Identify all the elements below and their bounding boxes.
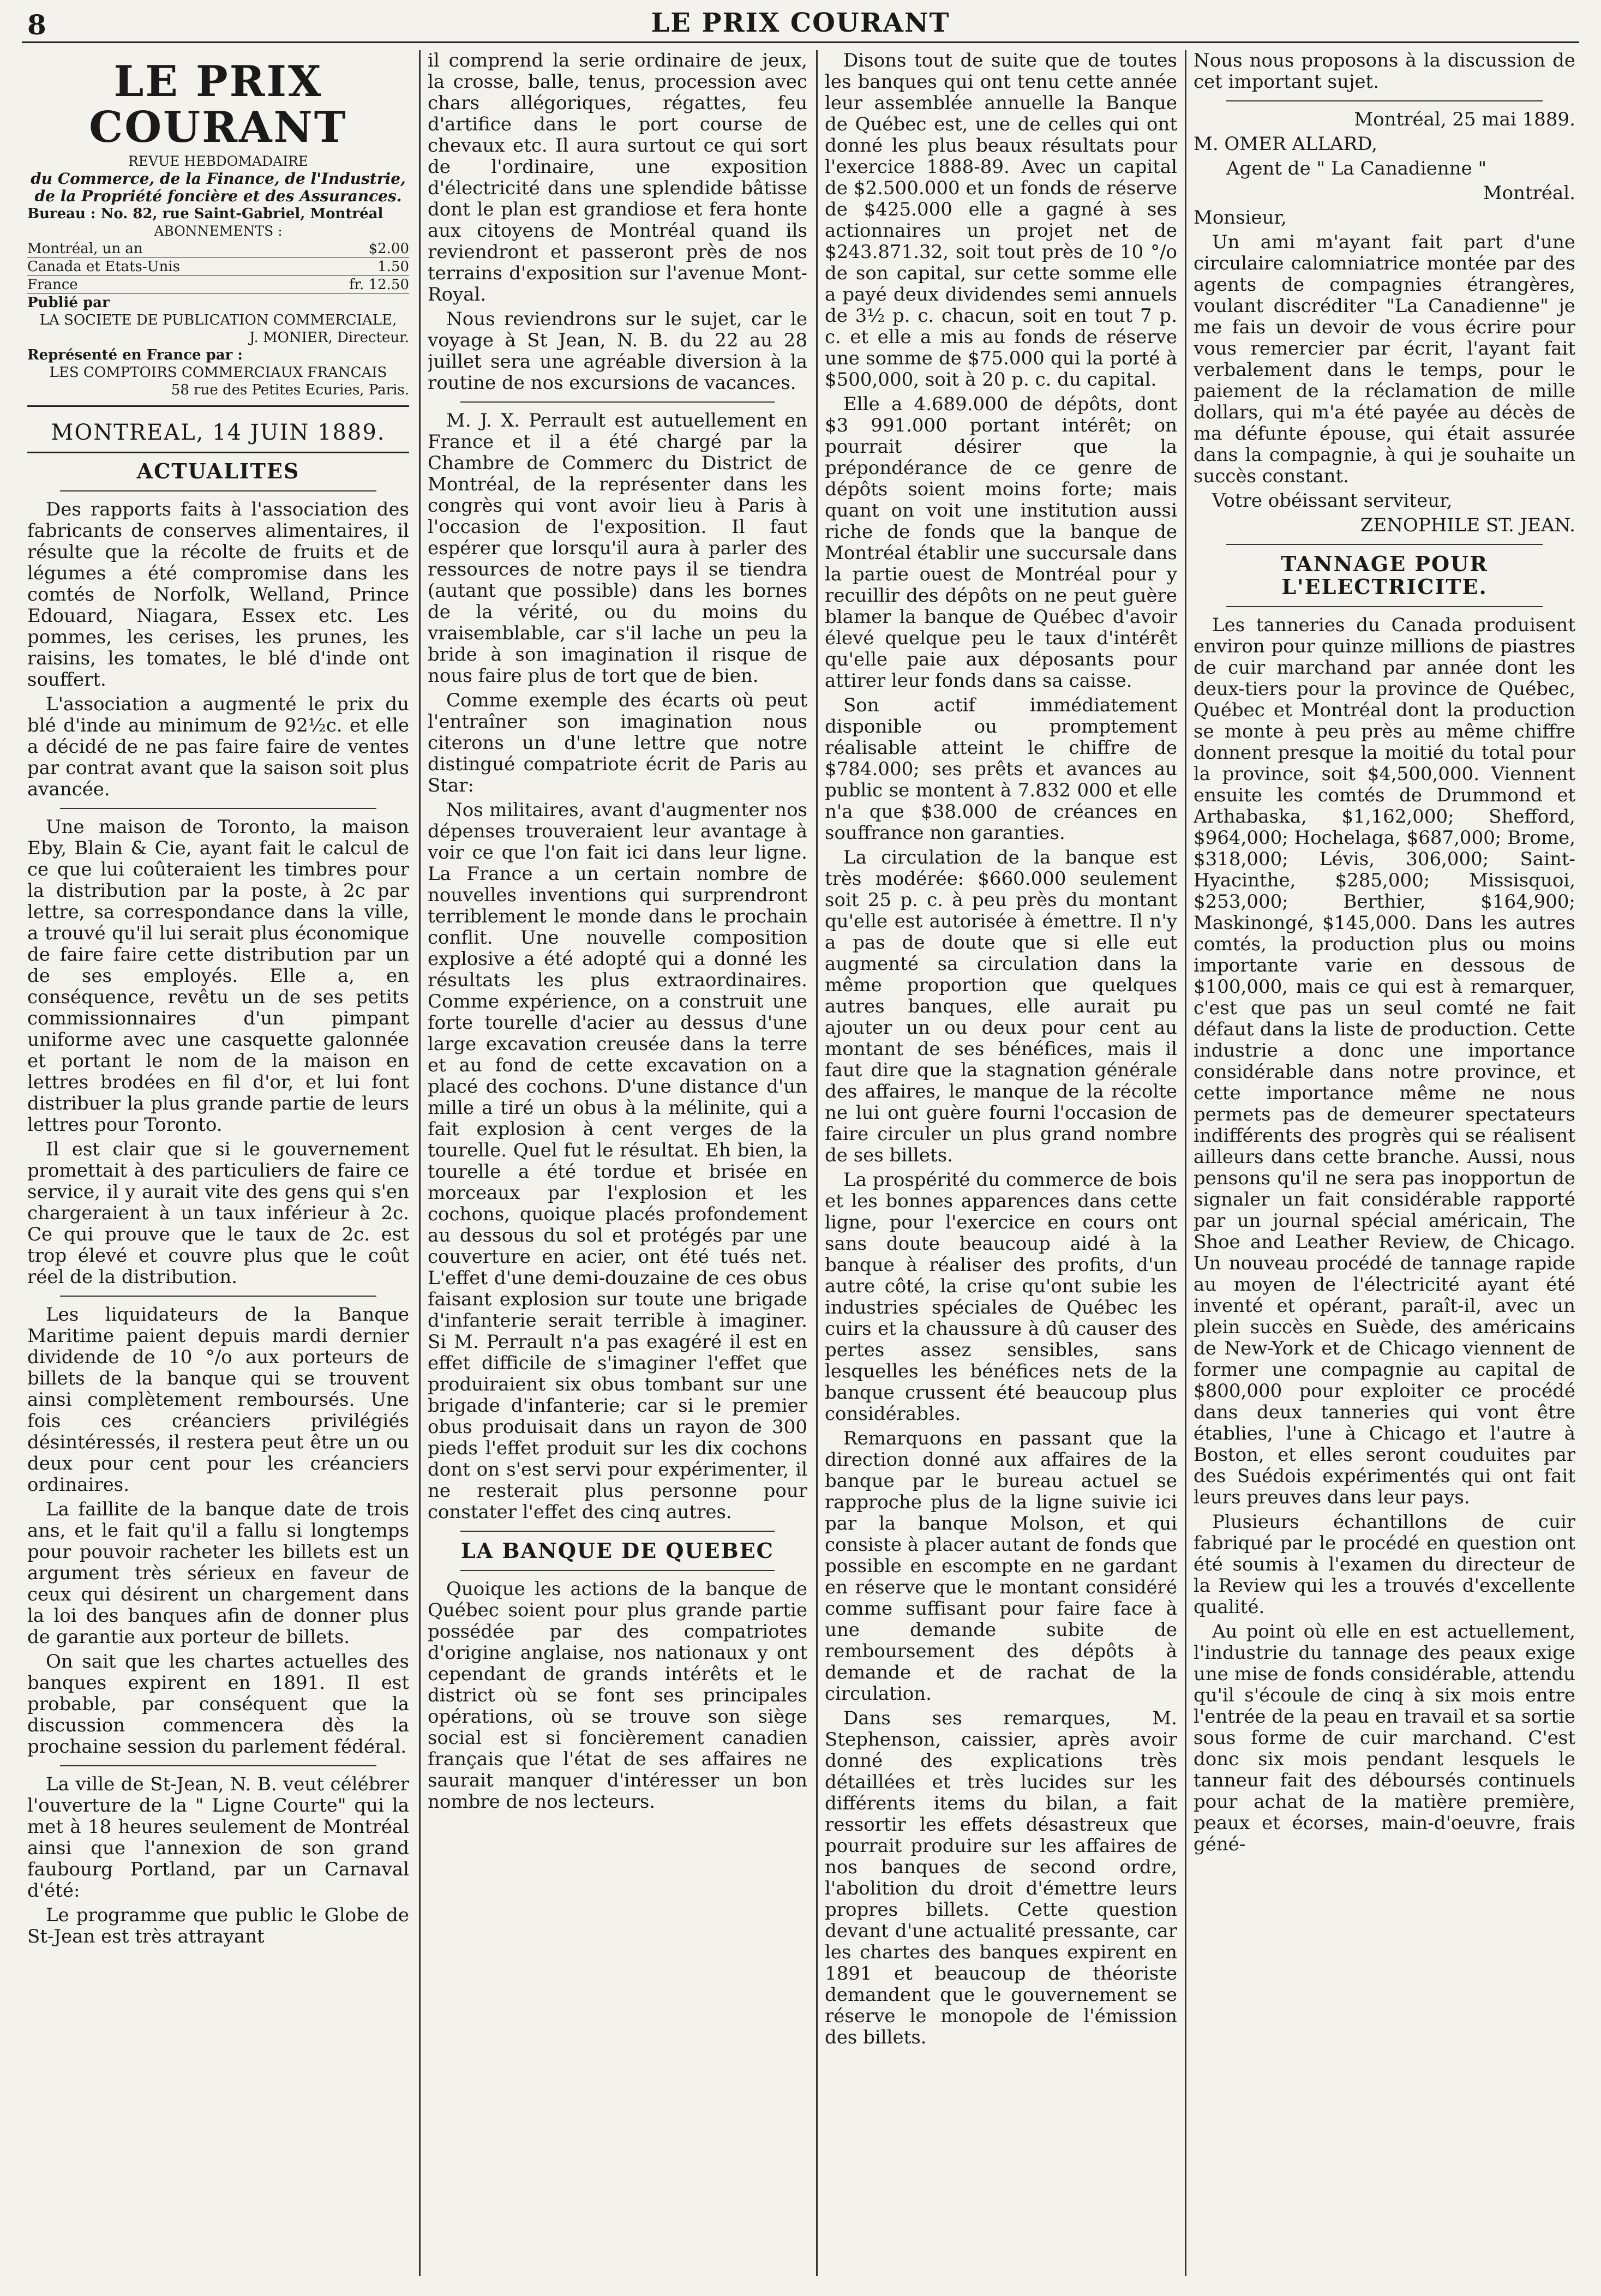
letter-signature: ZENOPHILE ST. JEAN.	[1360, 514, 1575, 536]
masthead-directeur: J. MONIER, Directeur.	[249, 329, 409, 346]
subscription-row	[27, 240, 409, 258]
article-paragraph: M. J. X. Perrault est autuellement en France et il a été chargé par la Chambre de Commerc du District de Montréal, de la représenter dans les congrès qui vont avoir lieu à Paris à l'occasion de l'exposition. Il faut espérer que lorsqu'il aura à parler des ressources de notre pays il se tiendra (autant que possible) dans les bornes de la vérité, ou du moins du vraisemblable, car s'il lache un peu la bride à son imagination il risque de nous faire plus de tort que de bien.	[428, 410, 807, 687]
article-paragraph: La ville de St-Jean, N. B. veut célébrer l'ouverture de la " Ligne Courte" qui la met à 18 heures seulement de Montréal ainsi que l'annexion de son grand faubourg Portland, par un Carnaval d'été:	[27, 1773, 409, 1902]
running-head	[22, 8, 1579, 43]
article-paragraph: L'association a augmenté le prix du blé d'inde au minimum de 92½c. et elle a décidé de ne pas faire faire de ventes par contrat avant que la saison soit plus avancée.	[27, 693, 409, 800]
subscription-place: France	[27, 277, 78, 293]
article-paragraph: il comprend la serie ordinaire de jeux, la crosse, balle, tenus, procession avec chars allégoriques, régattes, feu d'artifice dans le port course de chevaux etc. Il aura surtout ce qui sort de l'ordinaire, une exposition d'électricité dans une splendide bâtisse dont le plan est grandiose et fera honte aux citoyens de Montréal quand ils reviendront et passeront près de nos terrains d'exposition sur l'avenue Mont-Royal.	[428, 50, 807, 305]
section-heading-banque-de-quebec: LA BANQUE DE QUEBEC	[461, 1538, 774, 1563]
article-paragraph: Les tanneries du Canada produisent environ pour quinze millions de piastres de cuir marchand par année dont les deux-tiers pour la province de Québec, Québec et Montréal dont la production se monte à peu près au même chiffre donnent presque la moitié du total pour la province, soit $4,500,000. Viennent ensuite les comtés de Drummond et Arthabaska, $1,162,000; Shefford, $964,000; Hochelaga, $687,000; Brome, $318,000; Lévis, 306,000; Saint-Hyacinthe, $285,000; Missisquoi, $253,000; Berthier, $164,900; Maskinongé, $145,000. Dans les autres comtés, la production plus ou moins importante varie en dessous de $100,000, mais ce qui est à remarquer, c'est que pas un seul comté ne fait défaut dans la liste de production. Cette industrie a donc une importance considérable dans notre province, et cette importance même ne nous permets pas de demeurer spectateurs indifférents des progrès qui se réalisent ailleurs dans cette branche. Aussi, nous pensons qu'il ne sera pas inopportun de signaler un fait considérable rapporté par un journal spécial américain, The Shoe and Leather Review, de Chicago. Un nouveau procédé de tannage rapide au moyen de l'électricité ayant été inventé et opérant, paraît-il, avec un plein succès en Suède, des américains de New-York et de Chicago viennent de former une compagnie au capital de $800,000 pour exploiter ce procédé dans deux tanneries qui vont être établies, l'une à Chicago et l'autre à Boston, et elles seront couduites par des Suédois expérimentés qui ont fait leurs preuves dans leur pays.	[1194, 614, 1575, 1508]
article-paragraph: Disons tout de suite que de toutes les banques qui ont tenu cette année leur assemblée annuelle la Banque de Québec est, une de celles qui ont donné les plus beaux résultats pour l'exercice 1888-89. Avec un capital de $2.500.000 et un fonds de réserve de $425.000 elle a gagné à ses actionnaires un projet net de $243.871.32, soit tout près de 10 °/o de son capital, sur cette somme elle a payé deux dividendes semi annuels de 3½ p. c. chacun, soit en tout 7 p. c. et elle a mis au fonds de réserve une somme de $75.000 qui la porté à $500,000, soit à 20 p. c. du capital.	[825, 50, 1177, 391]
divider	[27, 452, 409, 453]
article-paragraph: La circulation de la banque est très modérée: $660.000 seulement soit 25 p. c. à peu près du montant qu'elle est autorisée à émettre. Il n'y a pas de doute que si elle eut augmenté sa circulation dans la même proportion que quelques autres banques, elle aurait pu ajouter un ou deux pour cent au montant de ses bénéfices, mais il faut dire que la stagnation générale des affaires, le manque de la récolte ne lui ont guère fourni l'occasion de faire circuler un plus grand nombre de ses billets.	[825, 847, 1177, 1166]
masthead-bureau: Bureau : No. 82, rue Saint-Gabriel, Montréal	[27, 206, 383, 222]
masthead-comptoirs-address: 58 rue des Petites Ecuries, Paris.	[171, 382, 409, 398]
masthead-tagline-1: du Commerce, de la Finance, de l'Industrie,	[31, 170, 406, 188]
divider	[1226, 606, 1543, 607]
article-paragraph: Les liquidateurs de la Banque Maritime paient depuis mardi dernier dividende de 10 °/o aux porteurs de billets de la banque qui se trouvent ainsi complètement remboursés. Une fois ces créanciers privilégiés désintéressés, il restera peut être un ou deux pour cent pour les créanciers ordinaires.	[27, 1304, 409, 1496]
masthead-publie-par: Publié par	[27, 295, 110, 311]
subscription-row	[27, 276, 409, 294]
masthead-abonnements: ABONNEMENTS :	[154, 223, 283, 239]
article-paragraph: Remarquons en passant que la direction donné aux affaires de la banque par le bureau actuel se rapproche plus de la ligne suivie ici par la banque Molson, et qui consiste à placer autant de fonds que possible en escompte en ne gardant en réserve que le montant considéré comme suffisant pour faire face à une demande subite de remboursement des dépôts à demande et de rachat de la circulation.	[825, 1428, 1177, 1705]
letter-body: Un ami m'ayant fait part d'une circulaire calomniatrice montée par des agents de compagnies étrangères, voulant discréditer "La Canadienne" je me fais un devoir de vous écrire pour vous remercier par écrit, l'ayant fait verbalement dans le temps, pour le paiement de la réclamation de mille dollars, qui m'a été payée au décès de ma défunte épouse, qui était assurée dans la compagnie, à qui je souhaite un succès constant.	[1194, 231, 1575, 487]
divider	[60, 1296, 376, 1297]
article-paragraph: Au point où elle en est actuellement, l'industrie du tannage des peaux exige une mise de fonds considérable, attendu qu'il s'écoule de cinq à six mois entre l'entrée de la peau en travail et sa sortie sous forme de cuir marchand. C'est donc six mois pendant lesquels le tanneur fait des déboursés continuels pour achat de la matière première, peaux et écorses, main-d'oeuvre, frais géné-	[1194, 1621, 1575, 1855]
masthead-represente: Représenté en France par :	[27, 347, 243, 363]
masthead-comptoirs: LES COMPTOIRS COMMERCIAUX FRANCAIS	[49, 364, 387, 381]
letter-recipient-city: Montréal.	[1483, 182, 1575, 204]
divider	[27, 405, 409, 407]
article-paragraph: La prospérité du commerce de bois et les bonnes apparences dans cette ligne, pour l'exercice en cours ont sans doute beaucoup aidé à la banque à réaliser des profits, d'un autre côté, la crise qu'ont subie les industries spéciales de Québec les cuirs et la chaussure à dû causer des pertes assez sensibles, sans lesquelles les bénéfices nets de la banque crussent été beaucoup plus considérables.	[825, 1169, 1177, 1425]
divider	[60, 1765, 376, 1766]
article-paragraph: La faillite de la banque date de trois ans, et le fait qu'il a fallu si longtemps pour pouvoir racheter les billets est un argument très sérieux en faveur de ceux qui désirent un chargement dans la loi des banques afin de donner plus de garantie aux porteur de billets.	[27, 1498, 409, 1648]
masthead-societe: LA SOCIETE DE PUBLICATION COMMERCIALE,	[39, 312, 397, 328]
article-paragraph: Nous nous proposons à la discussion de cet important sujet.	[1194, 50, 1575, 93]
article-paragraph: Quoique les actions de la banque de Québec soient pour plus grande partie possédée par des compatriotes d'origine anglaise, nos nationaux y ont cependant de grands intérêts et le district où se font ses principales opérations, où se trouve son siège social est si foncièrement canadien français que l'état de ses affaires ne saurait manquer d'intéresser un bon nombre de nos lecteurs.	[428, 1578, 807, 1813]
column-1	[27, 50, 409, 2265]
section-heading-actualites: ACTUALITES	[136, 459, 300, 483]
article-paragraph: On sait que les chartes actuelles des banques expirent en 1891. Il est probable, par conséquent que la discussion commencera dès la prochaine session du parlement fédéral.	[27, 1651, 409, 1758]
subscription-place: Montréal, un an	[27, 241, 143, 257]
section-heading-tannage: TANNAGE POUR L'ELECTRICITE.	[1281, 551, 1488, 599]
article-paragraph: Nos militaires, avant d'augmenter nos dépenses trouveraient leur avantage à voir ce que l'on fait ici dans leur ligne. La France a un certain nombre de nouvelles inventions qui surprendront terriblement le monde dans le prochain conflit. Une nouvelle composition explosive a été adopté qui a donné les résultats les plus extraordinaires. Comme expérience, on a construit une forte tourelle d'acier au dessus d'une large excavation creusée dans la terre et au fond de cette excavation on a placé des cochons. D'une distance d'un mille a tiré un obus à la mélinite, qui a fait explosion à cent verges de la tourelle. Quel fut le résultat. Eh bien, la tourelle a été tordue et brisée en morceaux par l'explosion et les cochons, quoique placés profondement au dessous du sol et protégés par une couverture en acier, ont été tués net. L'effet d'une demi-douzaine de ces obus faisant explosion sur toute une brigade d'infanterie serait terrible à imaginer. Si M. Perrault n'a pas exagéré il est en effet difficile de s'imaginer l'effet que produiraient six obus tombant sur une brigade d'infanterie; car si le premier obus produisait dans un rayon de 300 pieds l'effet produit sur les dix cochons dont on s'est servi pour expérimenter, il ne resterait plus personne pour constater l'effet des cinq autres.	[428, 799, 807, 1523]
article-paragraph: Il est clair que si le gouvernement promettait à des particuliers de faire ce service, il y aurait vite des gens qui s'en chargeraient à un taux inférieur à 2c. Ce qui prouve que le taux de 2c. est trop élevé et couvre plus que le coût réel de la distribution.	[27, 1138, 409, 1288]
article-paragraph: Son actif immédiatement disponible ou promptement réalisable atteint le chiffre de $784.000; ses prêts et avances au public se montent à 7.832 000 et elle n'a que $38.000 de créances en souffrance non garanties.	[825, 694, 1177, 844]
column-4	[1194, 50, 1575, 2265]
dateline: MONTREAL, 14 JUIN 1889.	[51, 420, 386, 445]
subscription-place: Canada et Etats-Unis	[27, 259, 180, 275]
subscription-price: $2.00	[368, 241, 409, 257]
article-paragraph: Comme exemple des écarts où peut l'entraîner son imagination nous citerons un d'une lettre que notre distingué compatriote écrit de Paris au Star:	[428, 690, 807, 796]
article-paragraph: Des rapports faits à l'association des fabricants de conserves alimentaires, il résulte que la récolte de fruits et de légumes a été compromise dans les comtés de Norfolk, Welland, Prince Edouard, Niagara, Essex etc. Les pommes, les cerises, les prunes, les raisins, les tomates, le blé d'inde ont souffert.	[27, 499, 409, 691]
masthead-title: LE PRIX COURANT	[89, 57, 347, 152]
divider	[1226, 100, 1543, 101]
article-paragraph: Le programme que public le Globe de St-Jean est très attrayant	[27, 1904, 409, 1947]
letter-date: Montréal, 25 mai 1889.	[1354, 109, 1575, 130]
article-paragraph: Nous reviendrons sur le sujet, car le voyage à St Jean, N. B. du 22 au 28 juillet sera une agréable diversion à la routine de nos excursions de vacances.	[428, 308, 807, 394]
running-title: LE PRIX COURANT	[651, 8, 950, 38]
article-paragraph: Plusieurs échantillons de cuir fabriqué par le procédé en question ont été soumis à l'examen du directeur de la Review qui les a trouvés d'excellente qualité.	[1194, 1511, 1575, 1618]
letter-recipient-title: Agent de " La Canadienne "	[1226, 158, 1487, 179]
article-paragraph: Dans ses remarques, M. Stephenson, caissier, après avoir donné des explications très détaillées et très lucides sur les différents items du bilan, a fait ressortir les effets désastreux que pourrait produire sur les affaires de nos banques de second ordre, l'abolition du droit d'émettre leurs propres billets. Cette question devant d'une actualité pressante, car les chartes des banques expirent en 1891 et beaucoup de théoriste demandent que le gouvernement se réserve le monopole de l'émission des billets.	[825, 1707, 1177, 2048]
page-number: 8	[27, 9, 46, 41]
masthead-subtitle: REVUE HEBDOMADAIRE	[128, 153, 309, 169]
letter-recipient: M. OMER ALLARD,	[1194, 133, 1378, 155]
column-rule-3	[1185, 50, 1186, 2276]
divider	[60, 808, 376, 809]
divider	[60, 490, 376, 491]
article-paragraph: Une maison de Toronto, la maison Eby, Blain & Cie, ayant fait le calcul de ce que lui coûteraient les timbres pour la distribution par la poste, à 2c par lettre, sa correspondance dans la ville, a trouvé qu'il lui serait plus économique de faire faire cette distribution par un de ses employés. Elle a, en conséquence, revêtu un de ses petits commissionnaires d'un pimpant uniforme avec une casquette galonnée et portant le nom de la maison en lettres brodées en fil d'or, et lui font distribuer la plus grande partie de leurs lettres pour Toronto.	[27, 816, 409, 1136]
divider	[460, 1531, 775, 1532]
column-rule-2	[816, 50, 818, 2276]
column-rule-1	[419, 50, 421, 2276]
subscription-row	[27, 258, 409, 276]
letter-salutation: Monsieur,	[1194, 207, 1287, 229]
masthead-tagline-2: de la Propriété foncière et des Assurances.	[34, 187, 402, 205]
divider	[1226, 544, 1543, 545]
masthead	[27, 59, 409, 399]
article-paragraph: Elle a 4.689.000 de dépôts, dont $3 991.000 portant intérêt; on pourrait désirer que la prépondérance de ce genre de dépôts soient moins forte; mais quant on voit une institution aussi riche de fonds que la banque de Montréal établir une succursale dans la partie ouest de Montréal pour y recuillir des dépôts on ne peut guère blamer la banque de Québec d'avoir élevé quelque peu le taux d'intérêt qu'elle paie aux déposants pour attirer leur fonds dans sa caisse.	[825, 393, 1177, 692]
column-2	[428, 50, 807, 2265]
divider	[460, 1570, 775, 1571]
subscription-price: 1.50	[377, 259, 409, 275]
column-3	[825, 50, 1177, 2265]
divider	[460, 401, 775, 403]
subscription-price: fr. 12.50	[349, 277, 409, 293]
letter-closing: Votre obéissant serviteur,	[1212, 490, 1453, 512]
